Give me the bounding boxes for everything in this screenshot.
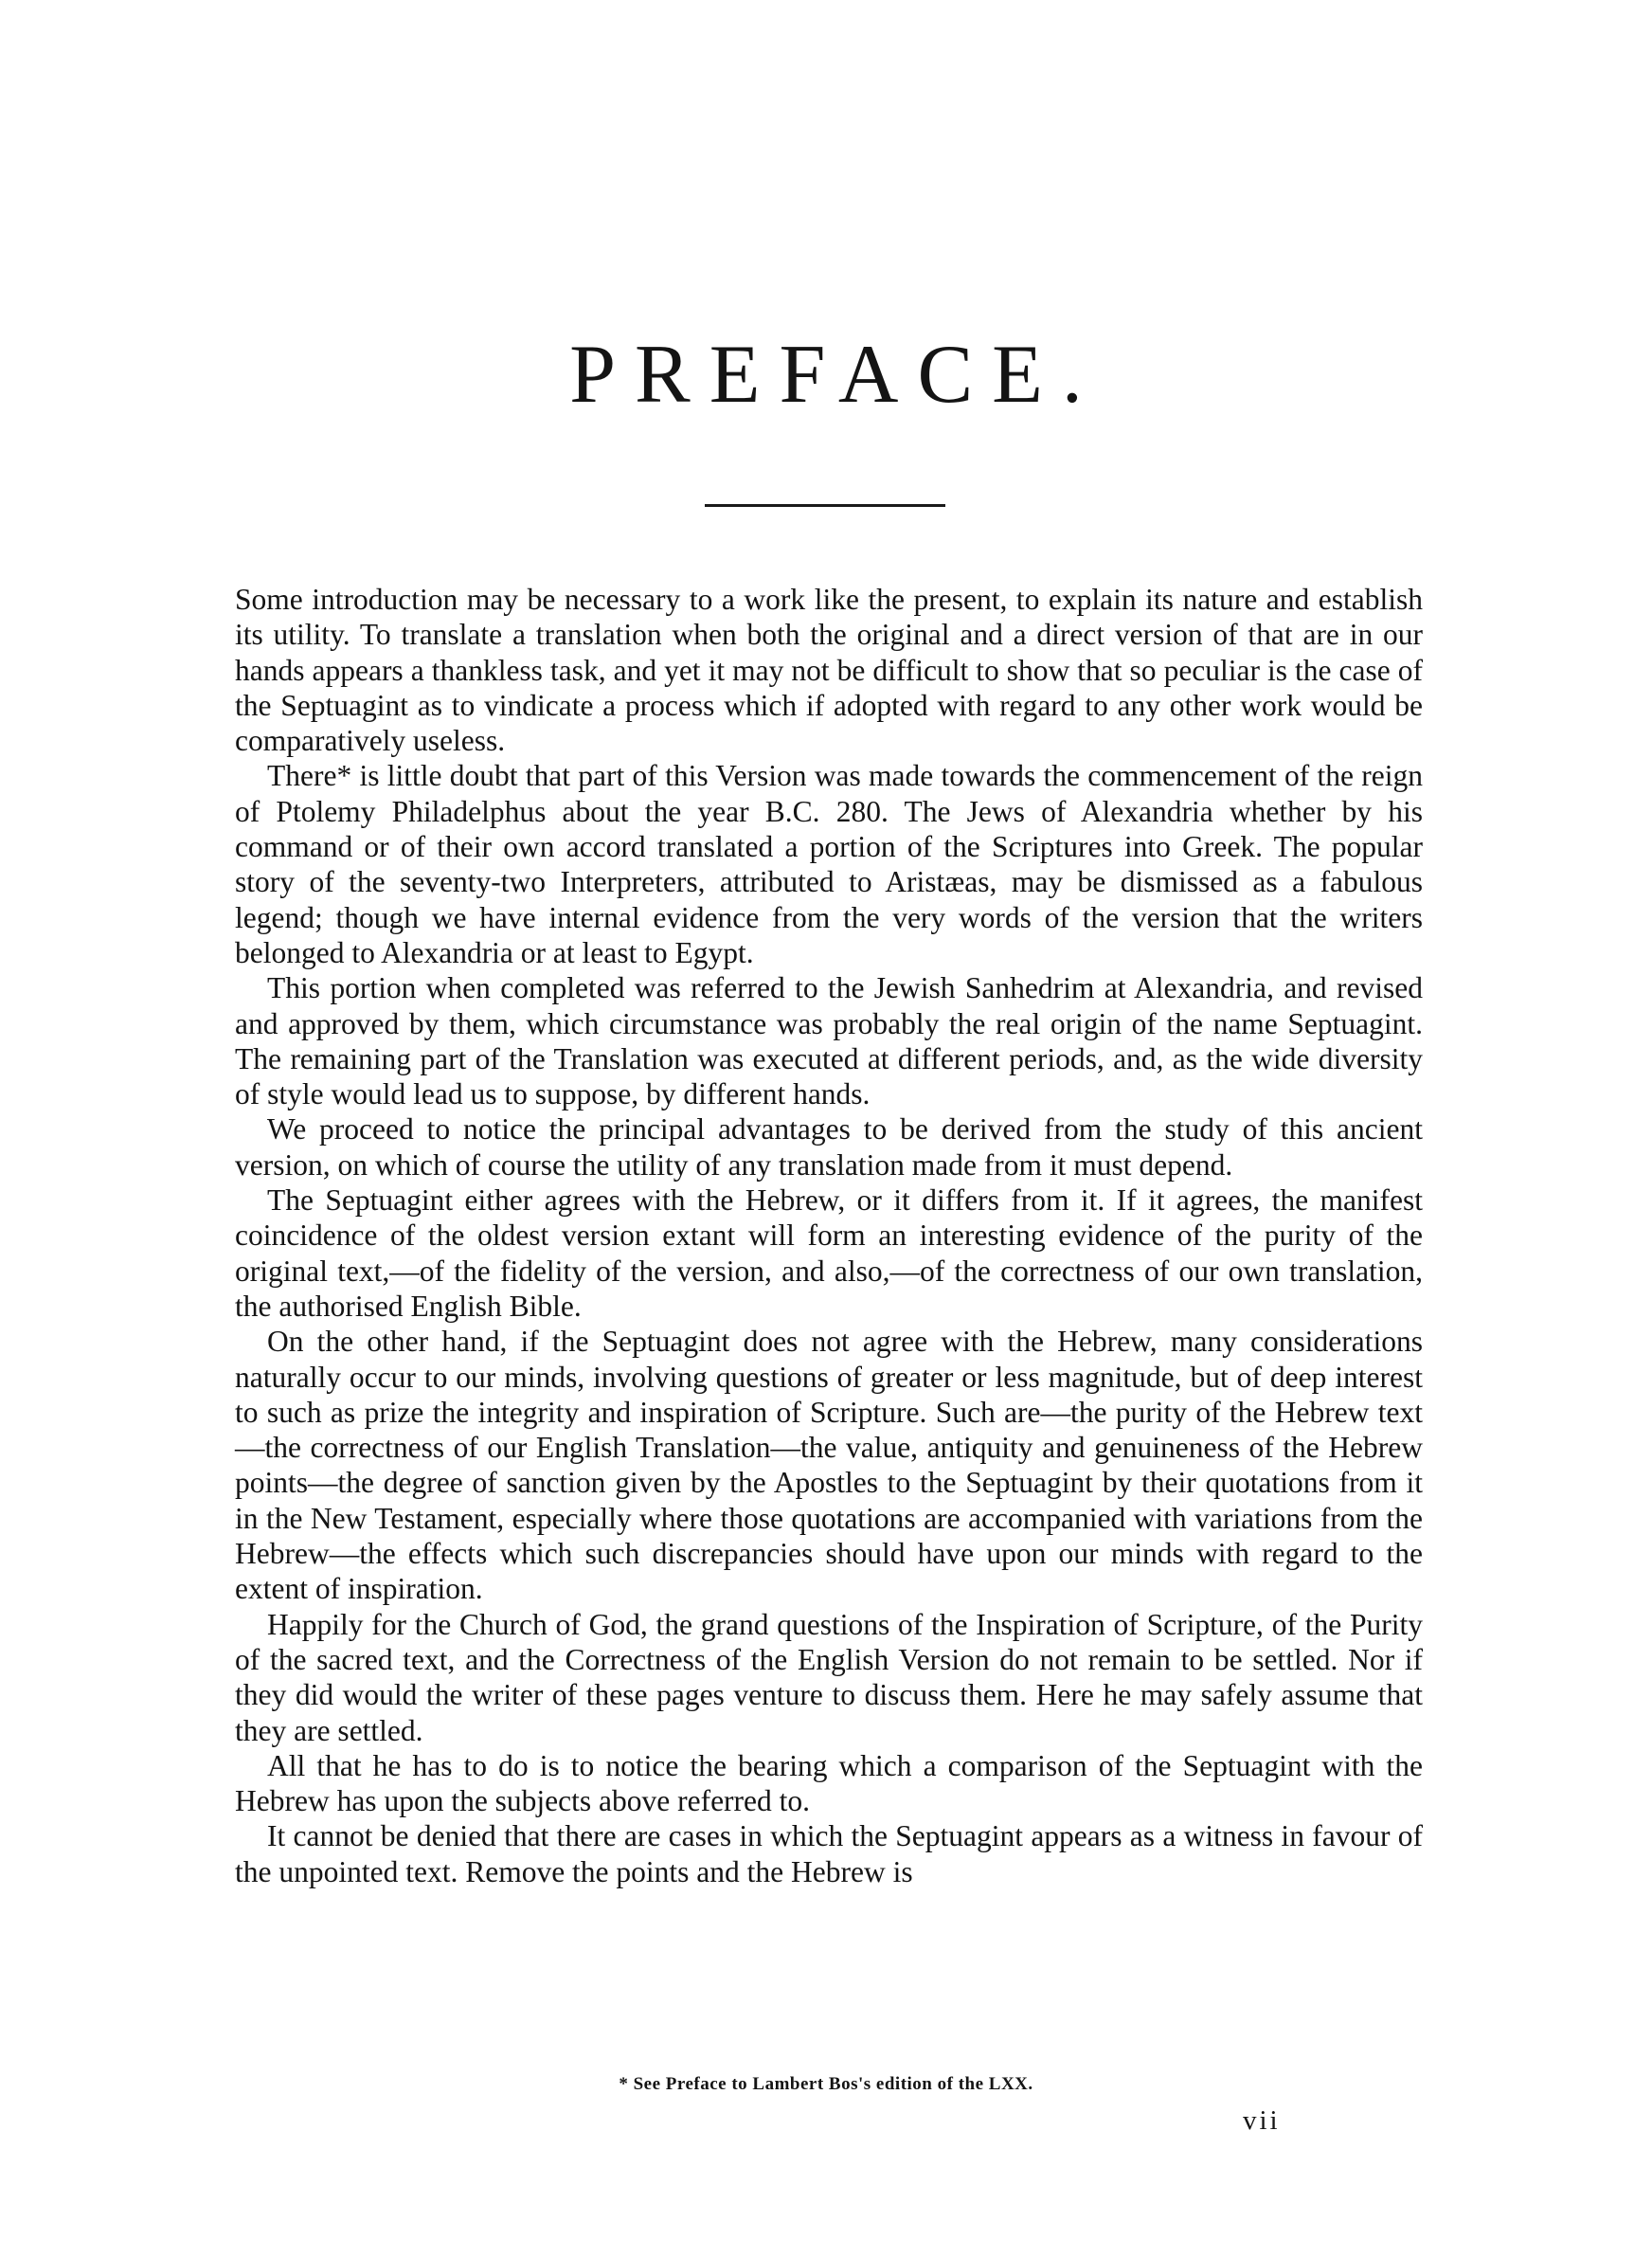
paragraph: Happily for the Church of God, the grand questions of the Inspiration of Scripture, of the Purity of the sacred text, and the Correctness of the English Version do not remain to be settled. Nor if they did would the writer of these pages venture to discuss them. Here he may safely assume that they are settled.	[235, 1607, 1423, 1747]
paragraph: This portion when completed was referred to the Jewish Sanhedrim at Alexandria, and revised and approved by them, which circumstance was probably the real origin of the name Septuagint. The remaining part of the Translation was executed at different periods, and, as the wide diversity of style would lead us to suppose, by different hands.	[235, 971, 1423, 1111]
body-text	[235, 582, 1423, 1889]
paragraph: We proceed to notice the principal advantages to be derived from the study of this ancient version, on which of course the utility of any translation made from it must depend.	[235, 1112, 1423, 1182]
paragraph: All that he has to do is to notice the bearing which a comparison of the Septuagint with the Hebrew has upon the subjects above referred to.	[235, 1748, 1423, 1818]
page-title: PREFACE.	[569, 329, 1102, 421]
paragraph: The Septuagint either agrees with the Hebrew, or it differs from it. If it agrees, the manifest coincidence of the oldest version extant will form an interesting evidence of the purity of the original text,—of the fidelity of the version, and also,—of the correctness of our own translation, the authorised English Bible.	[235, 1183, 1423, 1323]
paragraph: There* is little doubt that part of this Version was made towards the commencement of the reign of Ptolemy Philadelphus about the year B.C. 280. The Jews of Alexandria whether by his command or of their own accord translated a portion of the Scriptures into Greek. The popular story of the seventy-two Interpreters, attributed to Aristæas, may be dismissed as a fabulous legend; though we have internal evidence from the very words of the version that the writers belonged to Alexandria or at least to Egypt.	[235, 759, 1423, 969]
title-rule	[705, 504, 945, 507]
paragraph: Some introduction may be necessary to a work like the present, to explain its nature and establish its utility. To translate a translation when both the original and a direct version of that are in our hands appears a thankless task, and yet it may not be difficult to show that so peculiar is the case of the Septuagint as to vindicate a process which if adopted with regard to any other work would be comparatively useless.	[235, 583, 1423, 758]
footnote: * See Preface to Lambert Bos's edition of the LXX.	[619, 2074, 1033, 2094]
paragraph: It cannot be denied that there are cases in which the Septuagint appears as a witness in favour of the unpointed text. Remove the points and the Hebrew is	[235, 1819, 1423, 1888]
page-number: vii	[1243, 2105, 1281, 2136]
paragraph: On the other hand, if the Septuagint does not agree with the Hebrew, many considerations naturally occur to our minds, involving questions of greater or less magnitude, but of deep interest to such as prize the integrity and inspiration of Scripture. Such are—the purity of the Hebrew text—the correctness of our English Translation—the value, antiquity and genuineness of the Hebrew points—the degree of sanction given by the Apostles to the Septuagint by their quotations from it in the New Testament, especially where those quotations are accompanied with variations from the Hebrew—the effects which such discrepancies should have upon our minds with regard to the extent of inspiration.	[235, 1325, 1423, 1606]
